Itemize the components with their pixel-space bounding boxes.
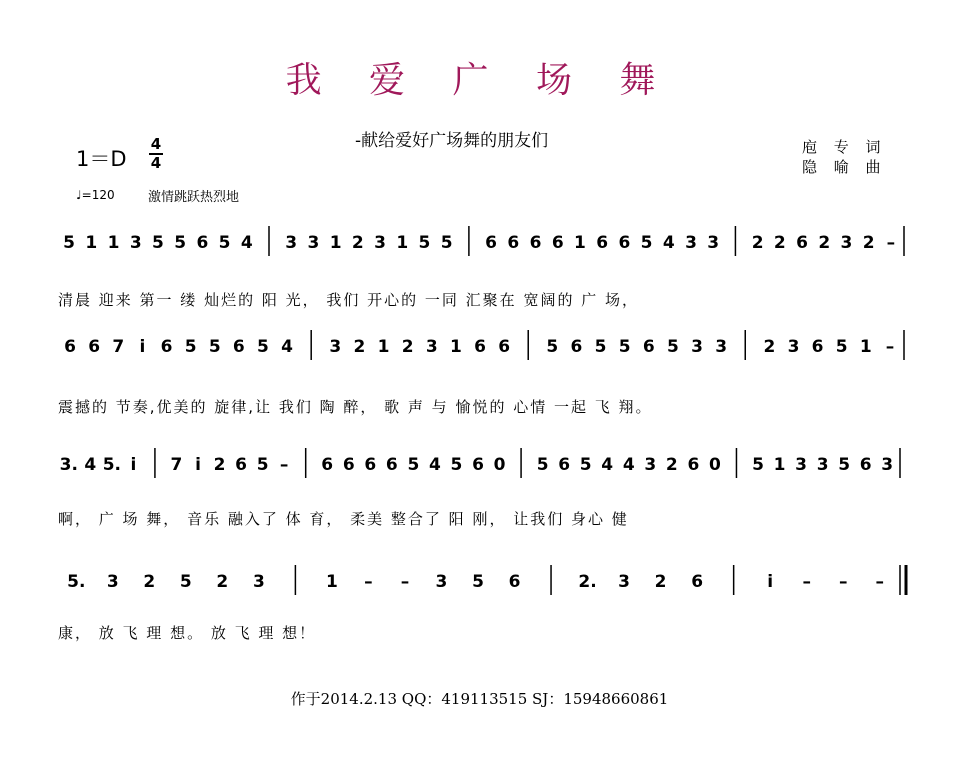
note: 0 <box>709 455 721 475</box>
note: 6 <box>474 337 486 357</box>
dedication-subtitle: -献给爱好广场舞的朋友们 <box>355 131 549 151</box>
note: 6 <box>642 337 655 357</box>
note: 5 <box>174 233 187 253</box>
note: 3 <box>106 572 119 592</box>
note: 6 <box>796 233 808 253</box>
note: 2 <box>763 337 776 357</box>
note: 6 <box>472 455 484 475</box>
note: 3 <box>707 233 720 253</box>
note: 6 <box>859 455 872 475</box>
note: 3 <box>374 233 386 253</box>
note: 2 <box>751 233 764 253</box>
note: 2 <box>665 455 678 475</box>
note: i <box>195 455 201 475</box>
note: 1 <box>325 572 338 592</box>
note: 1 <box>574 233 586 253</box>
note: 6 <box>498 337 511 357</box>
note: – <box>838 572 848 592</box>
note: 6 <box>558 455 571 475</box>
lyric-line: 震撼的 节奏,优美的 旋律,让 我们 陶 醉， 歌 声 与 愉悦的 心情 一起 飞 翔。 <box>58 398 653 416</box>
note: 3 <box>129 233 142 253</box>
note: 2. <box>578 572 597 592</box>
note: 6 <box>529 233 542 253</box>
note: 5 <box>450 455 463 475</box>
note: 4 <box>601 455 614 475</box>
note: 5 <box>536 455 549 475</box>
note: 2 <box>401 337 414 357</box>
note: 4 <box>84 455 97 475</box>
note: 1 <box>107 233 120 253</box>
note: 5 <box>546 337 559 357</box>
note: 3 <box>685 233 697 253</box>
note: 6 <box>551 233 564 253</box>
note: 6 <box>160 337 173 357</box>
note: 6 <box>64 337 76 357</box>
note: – <box>802 572 811 592</box>
note: 2 <box>213 455 226 475</box>
note: 6 <box>618 233 631 253</box>
note: 5 <box>472 572 484 592</box>
note: 6 <box>232 337 245 357</box>
footer-info: 作于2014.2.13 QQ：419113515 SJ：15948660861 <box>290 690 669 708</box>
note: 3 <box>285 233 298 253</box>
note: 5 <box>257 337 269 357</box>
note: 4 <box>240 233 253 253</box>
note: 3 <box>644 455 657 475</box>
note: 5 <box>256 455 269 475</box>
note: 7 <box>170 455 183 475</box>
lyric-line: 啊， 广 场 舞， 音乐 融入了 体 育， 柔美 整合了 阳 刚， 让我们 身心 健 <box>58 510 629 528</box>
note: 5 <box>208 337 221 357</box>
note: 3 <box>715 337 728 357</box>
time-signature-bottom: 4 <box>150 154 162 172</box>
note: 3 <box>618 572 631 592</box>
note: 5 <box>407 455 420 475</box>
note: 5. <box>102 455 121 475</box>
note: 5 <box>184 337 197 357</box>
note: 6 <box>507 233 520 253</box>
note: – <box>400 572 410 592</box>
note: 1 <box>85 233 98 253</box>
note: 6 <box>196 233 209 253</box>
note: 1 <box>396 233 409 253</box>
note: 2 <box>351 233 364 253</box>
note: 3 <box>307 233 320 253</box>
note: 3 <box>840 233 853 253</box>
note: 6 <box>385 455 398 475</box>
note: 6 <box>687 455 700 475</box>
lyricist-credit: 庖 专 词 <box>802 138 887 156</box>
note: 1 <box>449 337 462 357</box>
note: 6 <box>508 572 521 592</box>
expression-marking: 激情跳跃热烈地 <box>148 190 240 205</box>
note: 5 <box>179 572 192 592</box>
note: 5 <box>218 233 231 253</box>
note: – <box>364 572 373 592</box>
note: 3 <box>252 572 265 592</box>
note: 5 <box>152 233 164 253</box>
note: 7 <box>112 337 125 357</box>
note: 2 <box>654 572 667 592</box>
note: 3 <box>816 455 829 475</box>
composer-credit: 隐 喻 曲 <box>802 158 887 176</box>
note: 6 <box>485 233 498 253</box>
note: 5 <box>63 233 76 253</box>
note: 6 <box>691 572 704 592</box>
note: 5 <box>835 337 848 357</box>
note: 5 <box>418 233 431 253</box>
note: 5. <box>67 572 86 592</box>
note: – <box>885 337 895 357</box>
lyric-line: 清晨 迎来 第一 缕 灿烂的 阳 光， 我们 开心的 一同 汇聚在 宽阔的 广 场， <box>58 291 639 309</box>
note: 6 <box>88 337 101 357</box>
note: 4 <box>281 337 294 357</box>
note: 1 <box>329 233 342 253</box>
note: 1 <box>859 337 872 357</box>
note: 2 <box>862 233 875 253</box>
key-signature: 1＝D <box>76 147 127 171</box>
note: – <box>886 233 896 253</box>
time-signature-top: 4 <box>150 135 162 153</box>
lyric-line: 康， 放 飞 理 想。 放 飞 理 想！ <box>58 624 317 642</box>
note: i <box>767 572 774 592</box>
note: 4 <box>662 233 675 253</box>
note: 2 <box>353 337 366 357</box>
note: 5 <box>440 233 453 253</box>
note: 4 <box>622 455 635 475</box>
note: 2 <box>818 233 831 253</box>
note: 4 <box>429 455 441 475</box>
note: 3 <box>787 337 800 357</box>
note: 2 <box>216 572 229 592</box>
note: 6 <box>364 455 377 475</box>
note: 3 <box>329 337 342 357</box>
note: 1 <box>377 337 390 357</box>
note: 6 <box>235 455 247 475</box>
note: 6 <box>811 337 824 357</box>
song-title: 我 爱 广 场 舞 <box>285 60 674 101</box>
note: 5 <box>752 455 764 475</box>
note: 3 <box>881 455 894 475</box>
note: 2 <box>773 233 786 253</box>
note: 5 <box>666 337 679 357</box>
note: 6 <box>321 455 334 475</box>
tempo-marking: ♩=120 <box>76 188 115 202</box>
note: 5 <box>640 233 653 253</box>
note: – <box>875 572 884 592</box>
note: 1 <box>773 455 786 475</box>
note: 3 <box>795 455 807 475</box>
note: 3 <box>691 337 703 357</box>
note: i <box>139 337 146 357</box>
note: 6 <box>570 337 583 357</box>
note: i <box>130 455 137 475</box>
note: 5 <box>618 337 631 357</box>
note: – <box>279 455 289 475</box>
note: 3 <box>425 337 438 357</box>
note: 6 <box>596 233 609 253</box>
note: 0 <box>493 455 506 475</box>
note: 6 <box>342 455 355 475</box>
note: 5 <box>579 455 592 475</box>
note: 3 <box>435 572 448 592</box>
note: 2 <box>143 572 156 592</box>
note: 3. <box>59 455 78 475</box>
note: 5 <box>594 337 607 357</box>
note: 5 <box>838 455 851 475</box>
